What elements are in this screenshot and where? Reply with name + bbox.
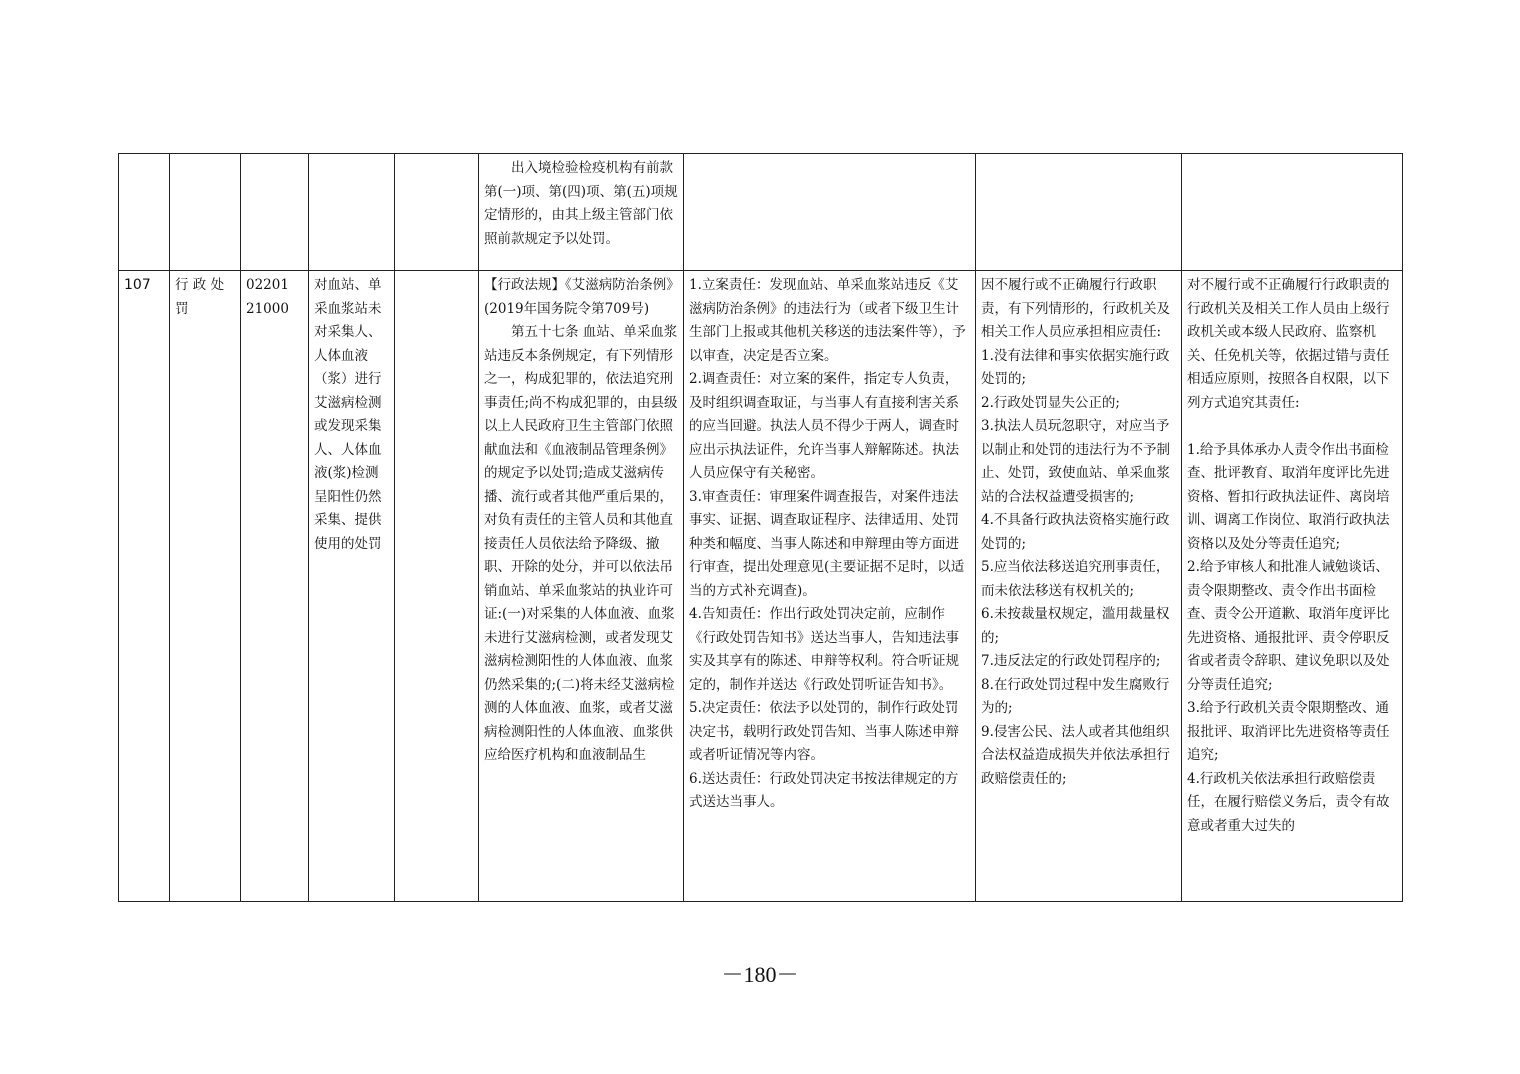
responsibility-table [118, 153, 1403, 902]
page-number: －180－ [721, 962, 799, 987]
sub-item-cell [395, 154, 479, 271]
item-name-cell: 对血站、单采血浆站未对采集人、人体血液（浆）进行艾滋病检测或发现采集人、人体血液(浆)检测呈阳性仍然采集、提供使用的处罚 [309, 271, 395, 902]
category-cell: 行 政 处 罚 [170, 271, 241, 902]
category-cell [170, 154, 241, 271]
accountability-cases-cell [976, 154, 1182, 271]
sub-item-cell [395, 271, 479, 902]
accountability-cases-cell: 因不履行或不正确履行行政职责，有下列情形的，行政机关及相关工作人员应承担相应责任: 1.没有法律和事实依据实施行政处罚的; 2.行政处罚显失公正的; 3.执法人员玩忽职守，对应当予以制止和处罚的违法行为不予制止、处罚，致使血站、单采血浆站的合法权益遭受损害的; 4.不具备行政执法资格实施行政处罚的; 5.应当依法移送追究刑事责任，而未依法移送有权机关的; 6.未按裁量权规定，滥用裁量权的; 7.违反法定的行政处罚程序的; 8.在行政处罚过程中发生腐败行为的; 9.侵害公民、法人或者其他组织合法权益造成损失并依法承担行政赔偿责任的; [976, 271, 1182, 902]
number-cell: 107 [119, 271, 170, 902]
responsibility-cell: 1.立案责任：发现血站、单采血浆站违反《艾滋病防治条例》的违法行为（或者下级卫生计生部门上报或其他机关移送的违法案件等），予以审查，决定是否立案。 2.调查责任：对立案的案件，指定专人负责，及时组织调查取证，与当事人有直接利害关系的应当回避。执法人员不得少于两人，调查时应出示执法证件，允许当事人辩解陈述。执法人员应保守有关秘密。 3.审查责任：审理案件调查报告，对案件违法事实、证据、调查取证程序、法律适用、处罚种类和幅度、当事人陈述和申辩理由等方面进行审查，提出处理意见(主要证据不足时，以适当的方式补充调查)。 4.告知责任：作出行政处罚决定前，应制作《行政处罚告知书》送达当事人，告知违法事实及其享有的陈述、申辩等权利。符合听证规定的，制作并送达《行政处罚听证告知书》。 5.决定责任：依法予以处罚的，制作行政处罚决定书，载明行政处罚告知、当事人陈述申辩或者听证情况等内容。 6.送达责任：行政处罚决定书按法律规定的方式送达当事人。 [684, 271, 976, 902]
legal-basis-cell: 出入境检验检疫机构有前款第(一)项、第(四)项、第(五)项规定情形的，由其上级主管部门依照前款规定予以处罚。 [479, 154, 684, 271]
code-cell [241, 154, 309, 271]
table-row [119, 271, 1403, 902]
number-cell [119, 154, 170, 271]
code-cell: 02201 21000 [241, 271, 309, 902]
item-name-cell [309, 154, 395, 271]
table-row [119, 154, 1403, 271]
legal-basis-cell: 【行政法规】《艾滋病防治条例》(2019年国务院令第709号) 第五十七条 血站、单采血浆站违反本条例规定，有下列情形之一，构成犯罪的，依法追究刑事责任;尚不构成犯罪的，由县级以上人民政府卫生主管部门依照献血法和《血液制品管理条例》的规定予以处罚;造成艾滋病传播、流行或者其他严重后果的，对负有责任的主管人员和其他直接责任人员依法给予降级、撤职、开除的处分，并可以依法吊销血站、单采血浆站的执业许可证:(一)对采集的人体血液、血浆未进行艾滋病检测，或者发现艾滋病检测阳性的人体血液、血浆仍然采集的;(二)将未经艾滋病检测的人体血液、血浆，或者艾滋病检测阳性的人体血液、血浆供应给医疗机构和血液制品生 [479, 271, 684, 902]
accountability-methods-cell [1182, 154, 1403, 271]
accountability-methods-cell: 对不履行或不正确履行行政职责的行政机关及相关工作人员由上级行政机关或本级人民政府、监察机关、任免机关等，依据过错与责任相适应原则，按照各自权限，以下列方式追究其责任: 1.给予具体承办人责令作出书面检查、批评教育、取消年度评比先进资格、暂扣行政执法证件、离岗培训、调离工作岗位、取消行政执法资格以及处分等责任追究; 2.给予审核人和批准人诫勉谈话、责令限期整改、责令作出书面检查、责令公开道歉、取消年度评比先进资格、通报批评、责令停职反省或者责令辞职、建议免职以及处分等责任追究; 3.给予行政机关责令限期整改、通报批评、取消评比先进资格等责任追究; 4.行政机关依法承担行政赔偿责任，在履行赔偿义务后，责令有故意或者重大过失的 [1182, 271, 1403, 902]
responsibility-cell [684, 154, 976, 271]
